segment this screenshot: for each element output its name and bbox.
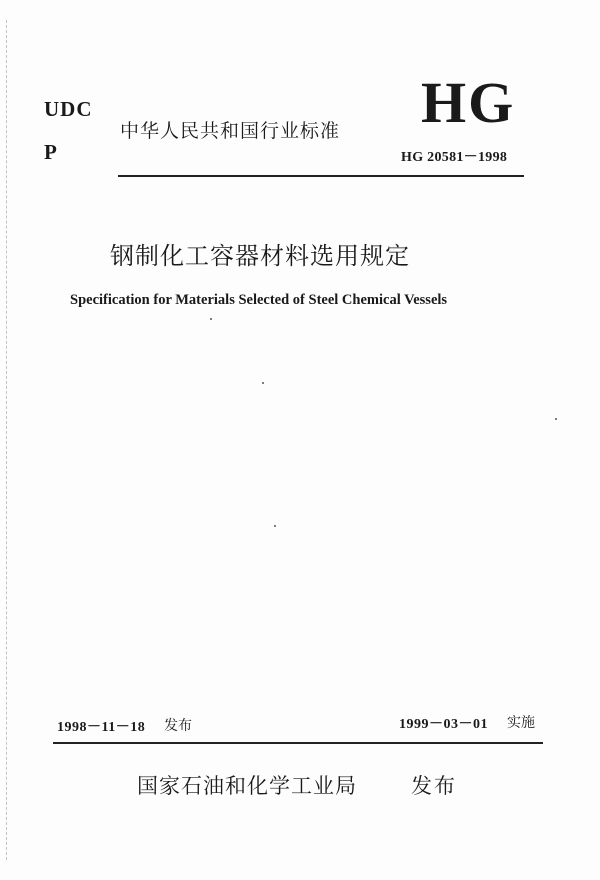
issuing-category: 中华人民共和国行业标准 (120, 120, 341, 142)
issue-label: 发布 (164, 718, 192, 734)
implementation-label: 实施 (507, 715, 535, 731)
footer-divider (53, 742, 543, 744)
scan-edge-line (6, 20, 8, 860)
scan-speck (274, 525, 276, 527)
document-title-english: Specification for Materials Selected of Steel Chemical Vessels (70, 292, 448, 308)
standard-number: HG 20581－1998 (401, 150, 508, 165)
scan-speck (210, 318, 212, 320)
document-title-chinese: 钢制化工容器材料选用规定 (110, 242, 410, 270)
publish-label: 发布 (411, 774, 457, 798)
implementation-date: 1999－03－01 (399, 717, 488, 732)
publisher-name: 国家石油和化学工业局 (137, 774, 357, 798)
header-divider (118, 175, 524, 177)
scan-speck (555, 418, 557, 420)
issue-date: 1998－11－18 (57, 720, 146, 735)
scan-speck (262, 382, 264, 384)
hg-logo: HG (421, 70, 516, 135)
classification-code: P (44, 140, 57, 164)
udc-label: UDC (44, 97, 93, 121)
